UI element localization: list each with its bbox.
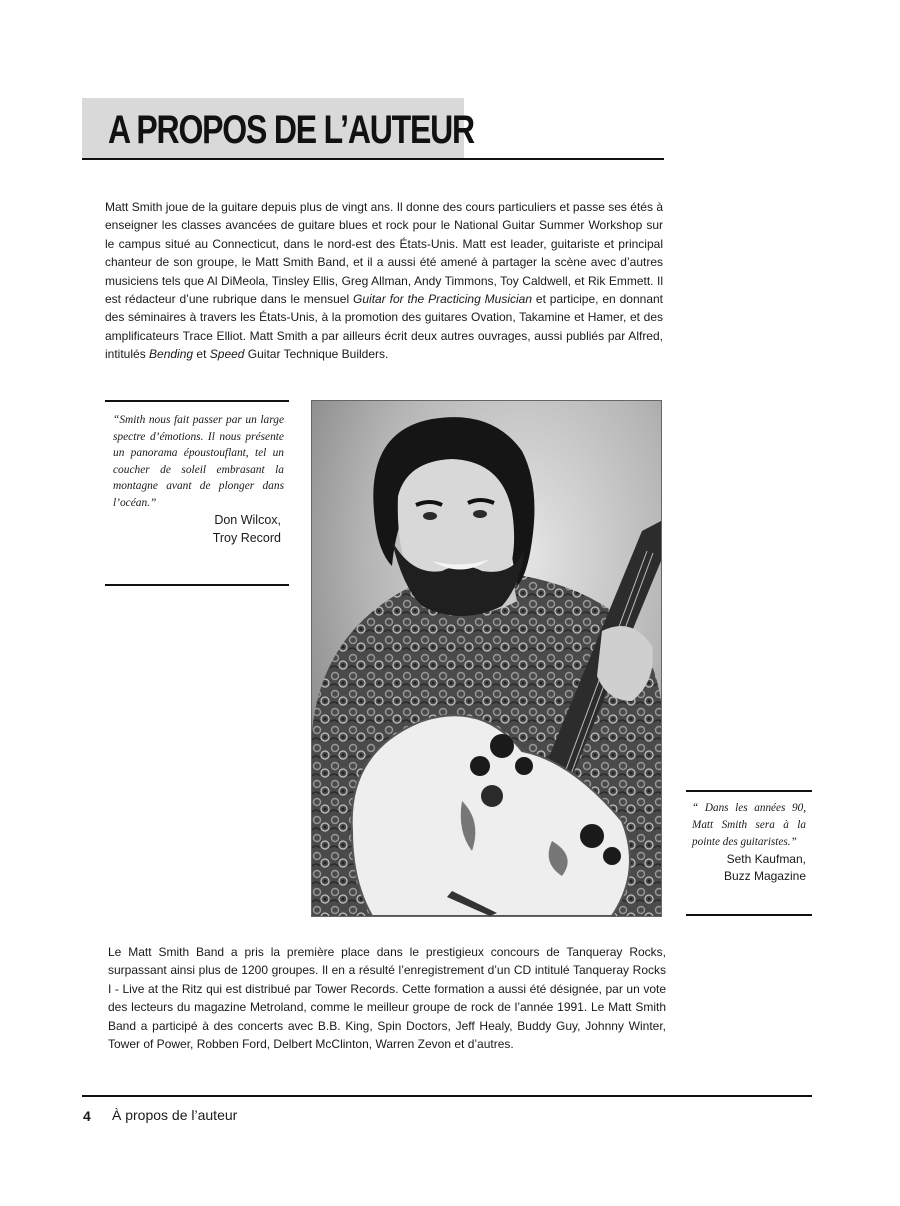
intro-text-3: Guitar Technique Builders. xyxy=(244,347,389,362)
quote-attribution xyxy=(105,511,281,547)
footer-rule xyxy=(82,1095,812,1097)
author-photo xyxy=(311,400,662,917)
page-number: 4 xyxy=(83,1108,91,1124)
quote-source: Buzz Magazine xyxy=(723,869,806,883)
book-title-speed: Speed xyxy=(209,347,245,362)
quote-attribution xyxy=(686,851,806,885)
magazine-title: Guitar for the Practicing Musician xyxy=(353,292,533,307)
intro-text-2: et participe, en donnant des séminaires à travers les États-Unis, à la promotion des guitares Ovation, Takamine et Hamer, et des amplificateurs Trace Elliot. Matt Smith a par ailleurs écrit deux autres ouvrages, aussi publiés par Alfred, intitulés xyxy=(105,292,663,362)
running-footer: À propos de l’auteur xyxy=(112,1107,238,1123)
page-title: A PROPOS DE L’AUTEUR xyxy=(108,108,474,152)
band-paragraph: Le Matt Smith Band a pris la première place dans le prestigieux concours de Tanqueray Rocks, surpassant ainsi plus de 1200 groupes. Il en a résulté l’enregistrement d’un CD intitulé Tanqueray Rocks I - Live at the Ritz qui est distribué par Tower Records. Cette formation a aussi été désignée, par un vote des lecteurs du magazine Metroland, comme le meilleur groupe de rock de l’année 1991. Le Matt Smith Band a participé à des concerts avec B.B. King, Spin Doctors, Jeff Healy, Buddy Guy, Johnny Winter, Tower of Power, Robben Ford, Delbert McClinton, Warren Zevon et d’autres. xyxy=(108,945,666,1052)
quote-author: Don Wilcox, xyxy=(214,513,281,527)
book-title-bending: Bending xyxy=(149,347,194,362)
quote-text: “Smith nous fait passer par un large spectre d’émotions. Il nous présente un panorama époustouflant, tel un coucher de soleil embrasant la montagne avant de plonger dans l’océan.” xyxy=(113,414,284,509)
intro-text-1: Matt Smith joue de la guitare depuis plus de vingt ans. Il donne des cours particuliers et passe ses étés à enseigner les classes avancées de guitare blues et rock pour le National Guitar Summer Workshop sur le campus situé au Connecticut, dans le nord-est des États-Unis. Matt est leader, guitariste et principal chanteur de son groupe, le Matt Smith Band, et il a aussi été amené à partager la scène avec d’autres musiciens tels que Al DiMeola, Tinsley Ellis, Greg Allman, Andy Timmons, Toy Caldwell, et Rik Emmett. Il est rédacteur d’une rubrique dans le mensuel xyxy=(105,200,663,307)
quote-author: Seth Kaufman, xyxy=(726,852,806,866)
title-rule xyxy=(82,158,664,160)
pull-quote-wilcox xyxy=(105,400,289,586)
intro-paragraph xyxy=(105,198,663,364)
pull-quote-kaufman xyxy=(686,790,812,916)
quote-source: Troy Record xyxy=(212,531,281,545)
intro-and: et xyxy=(193,347,210,362)
quote-text: “ Dans les années 90, Matt Smith sera à la pointe des guitaristes.” xyxy=(692,802,806,848)
